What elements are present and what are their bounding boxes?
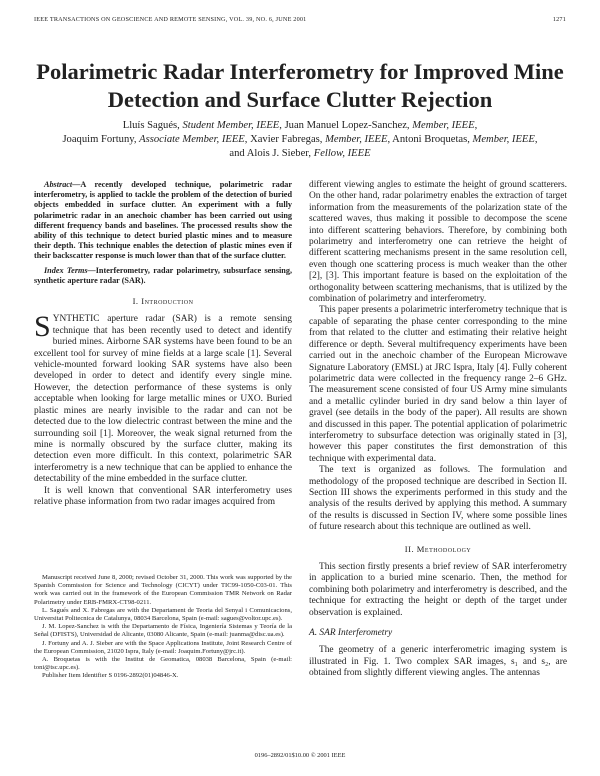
author-line xyxy=(26,133,574,147)
author-name: , Antoni Broquetas, xyxy=(387,134,473,145)
body-paragraph: The text is organized as follows. The formulation and methodology of the proposed technique are described in Section II. Section III shows the experiments performed in this study and the analysis of the results derived by applying this method. A summary of the results is discussed in Section IV, where some possible lines of future research about this technique are outlined as well. xyxy=(309,465,567,533)
abstract-label: Abstract— xyxy=(44,180,81,189)
abstract xyxy=(34,180,292,262)
index-terms-label: Index Terms— xyxy=(44,265,96,275)
index-terms-text: Interferometry, radar polarimetry, subsurface sensing, synthetic aperture radar (SAR). xyxy=(34,265,292,285)
body-paragraph: This section firstly presents a brief review of SAR interferometry in application to a buried mine scenario. Then, the method for combining both polarimetry and interferometry is described, and the technique for extracting the height or depth of the target under observation is explained. xyxy=(309,562,567,618)
index-terms xyxy=(34,266,292,286)
copyright-line: 0196–2892/01$10.00 © 2001 IEEE xyxy=(254,752,346,759)
footnotes xyxy=(34,574,292,681)
author-role: Member, IEEE xyxy=(325,134,388,145)
intro-paragraph xyxy=(34,310,292,485)
section-heading-methodology: II. Methodology xyxy=(404,543,472,554)
body-paragraph: The geometry of a generic interferometric imaging system is illustrated in Fig. 1. Two complex SAR images, s₁ and s₂, are obtained from slightly different viewing angles. The antennas xyxy=(309,645,567,679)
title-line: Polarimetric Radar Interferometry for Improved Mine xyxy=(36,59,564,84)
title-line: Detection and Surface Clutter Rejection xyxy=(107,87,493,112)
intro-lead-word: YNTHETIC xyxy=(52,314,100,325)
page-number: 1271 xyxy=(552,16,566,23)
author-role: Fellow, IEEE xyxy=(313,148,371,159)
intro-paragraph: It is well known that conventional SAR interferometry uses relative phase information from two radar images acquired from xyxy=(34,485,292,507)
footnote: J. M. Lopez-Sanchez is with the Departamento de Física, Ingeniería Sistemas y Teoría de la Señal (DFISTS), Universidad de Alicante, 03080 Alicante, Spain (e-mail: juanma@disc.ua.es). xyxy=(34,623,292,639)
left-column xyxy=(34,180,292,508)
author-list xyxy=(26,119,574,161)
footnote: A. Broquetas is with the Institut de Geomatica, 08038 Barcelona, Spain (e-mail: toni@tsc.upc.es). xyxy=(34,656,292,672)
footnote: Manuscript received June 8, 2000; revised October 31, 2000. This work was supported by the Spanish Commission for Science and Technology (CICYT) under TIC99-1050-C03-01. This work was carried out in the framework of the European Commission TMR Network on Radar Polarimetry under ERB-FMRX-CT98-0211. xyxy=(34,574,292,606)
footnote: J. Fortuny and A. J. Sieber are with the Space Applications Institute, Joint Research Centre of the European Commission, 21020 Ispra, Italy (e-mail: Joaquim.Fortuny@jrc.it). xyxy=(34,639,292,655)
section-heading-introduction: I. Introduction xyxy=(132,296,194,307)
author-line xyxy=(26,147,574,161)
intro-text: aperture radar (SAR) is a remote sensing technique that has been recently used to detect and identify buried mines. Airborne SAR systems have been found to be an excellent tool for survey of mine fields at a large scale [1]. Several vehicle-mounted forward looking SAR systems have also been developed in order to detect and identify every single mine. However, the detection performance of these systems is only acceptable when looking for large metallic mines or UXO. Buried plastic mines are nearly invisible to the radar and can not be detected due to the low dielectric contrast between the mine and the surrounding soil [1]. Moreover, the weak signal returned from the mine is normally obscured by the surface clutter, making its detection even more difficult. In this context, polarimetric SAR interferometry is a new technique that can be applied to enhance the detectability of the mine embedded in the surface clutter. xyxy=(34,314,292,485)
subsection-heading: A. SAR Interferometry xyxy=(309,628,393,639)
author-name: and Alois J. Sieber, xyxy=(229,148,314,159)
running-head xyxy=(34,16,566,28)
paper-title xyxy=(26,58,574,114)
author-role: Student Member, IEEE xyxy=(182,120,280,131)
drop-cap: S xyxy=(34,310,51,344)
author-line xyxy=(26,119,574,133)
journal-info: IEEE TRANSACTIONS ON GEOSCIENCE AND REMOTE SENSING, VOL. 39, NO. 6, JUNE 2001 xyxy=(34,16,307,23)
abstract-text: A recently developed technique, polarimetric radar interferometry, is applied to tackle the problem of the detection of buried objects embedded in surface clutter. An experiment with a fully polarimetric radar in an anechoic chamber has been carried out using different frequency bands and baselines. The processed results show the ability of this technique to detect buried plastic mines and to measure their depth. This technique enables the detection of plastic mines even if their backscatter response is much lower than that of the surface clutter. xyxy=(34,180,292,261)
body-paragraph: different viewing angles to estimate the height of ground scatterers. On the other hand, radar polarimetry enables the extraction of target information from the measurements of the polarization state of the scattered waves, thus making it possible to decompose the scene into different scattering behaviors. Therefore, by combining both polarimetry and interferometry one can retrieve the height of different scattering mechanisms present in the same resolution cell, even though one scattering process is much weaker than the other [2], [3]. This important feature is based on the exploitation of the orthogonality between scattering mechanisms, that is utilized by the combination of polarimetry and interferometry. xyxy=(309,180,567,305)
author-name: Joaquim Fortuny, xyxy=(62,134,140,145)
author-role: Member, IEEE xyxy=(412,120,475,131)
author-separator: , xyxy=(474,120,478,131)
right-column xyxy=(309,180,567,680)
author-name: , Juan Manuel Lopez-Sanchez, xyxy=(279,120,413,131)
author-role: Associate Member, IEEE xyxy=(139,134,245,145)
author-name: , Xavier Fabregas, xyxy=(244,134,326,145)
title-block xyxy=(26,58,574,161)
author-separator: , xyxy=(534,134,538,145)
author-role: Member, IEEE xyxy=(472,134,535,145)
body-paragraph: This paper presents a polarimetric interferometry technique that is capable of separating the phase center corresponding to the mine from that related to the clutter and estimating their relative height difference or depth. Several multifrequency experiments have been carried out in the anechoic chamber of the European Microwave Signature Laboratory (EMSL) at JRC Ispra, Italy [4]. Fully coherent polarimetric data were collected in the frequency range 2–6 GHz. The measurement scene consisted of four US Army mine simulants and a metallic cylinder buried in dry sand below a thin layer of gravel (see details in the body of the paper). All results are shown and discussed in this paper. The potential application of polarimetric interferometry to subsurface detection was originally stated in [3], however this paper constitutes the first demonstration of this technique with experimental data. xyxy=(309,305,567,464)
footnote: Publisher Item Identifier S 0196-2892(01)04846-X. xyxy=(42,672,179,680)
footnote: L. Sagués and X. Fabregas are with the Departament de Teoria del Senyal i Comunicacions, Universitat Politecnica de Catalunya, 08034 Barcelona, Spain (e-mail: sagues@voltor.upc.es). xyxy=(34,606,292,623)
author-name: Lluís Sagués, xyxy=(122,120,183,131)
